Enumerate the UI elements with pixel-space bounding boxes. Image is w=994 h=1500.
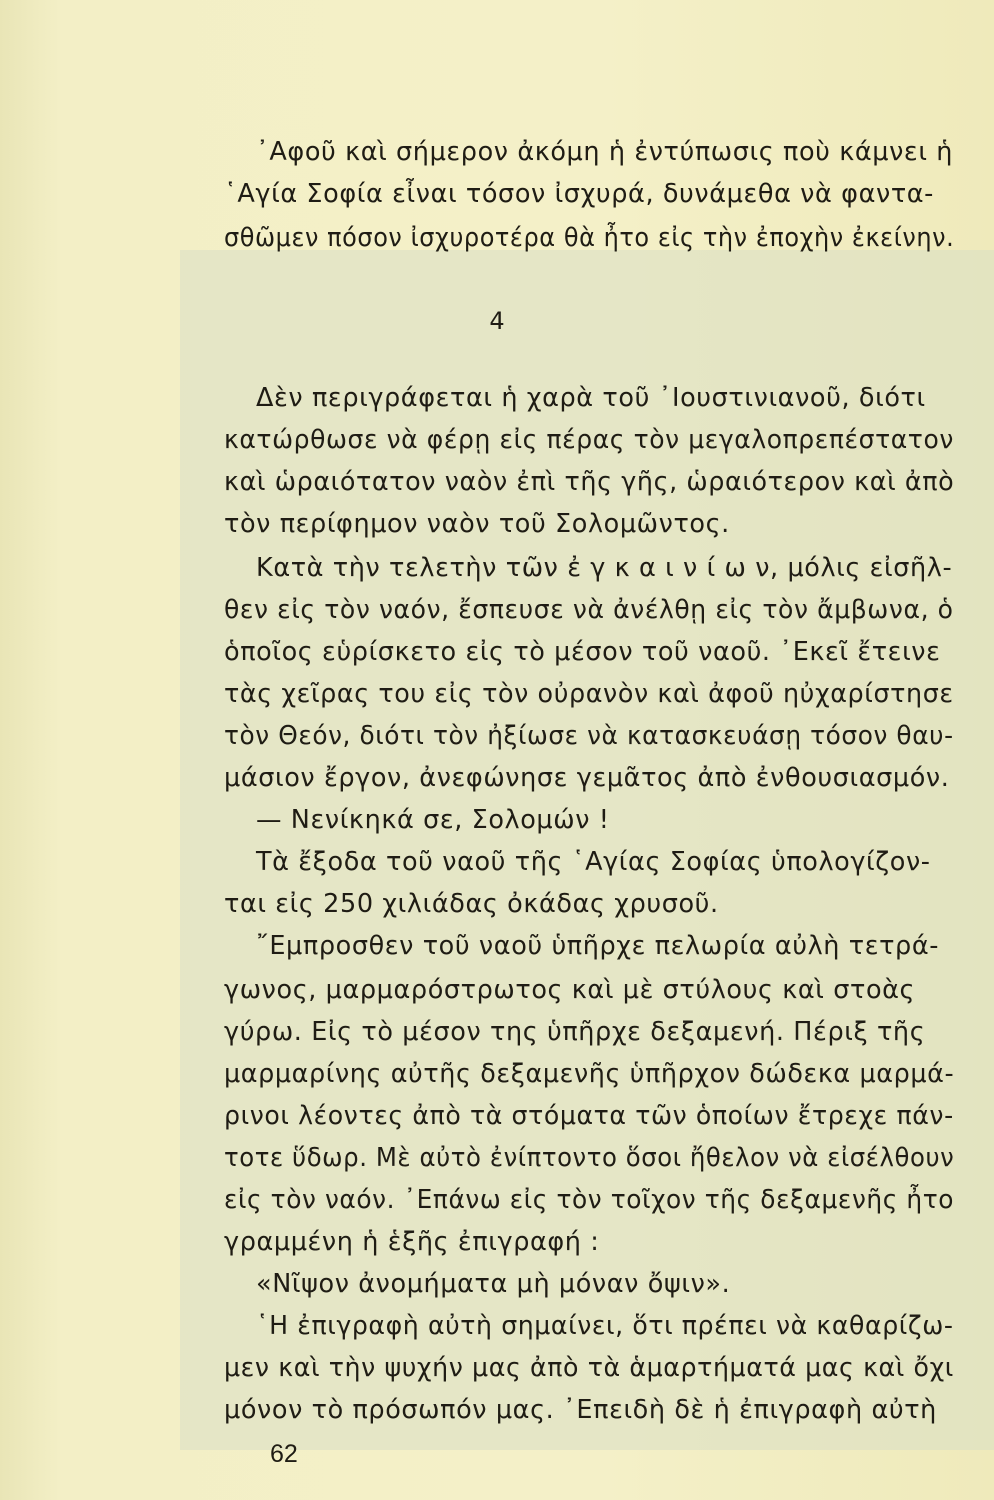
text-line: γωνος, μαρμαρόστρωτος καὶ μὲ στύλους καὶ στοὰς bbox=[224, 975, 916, 1005]
text-line: ρινοι λέοντες ἀπὸ τὰ στόματα τῶν ὁποίων ἔτρεχε πάν- bbox=[224, 1101, 954, 1131]
text-line: ᾿Αφοῦ καὶ σήμερον ἀκόμη ἡ ἐντύπωσις ποὺ κάμνει ἡ bbox=[256, 137, 954, 167]
text-line: σθῶμεν πόσον ἰσχυροτέρα θὰ ἦτο εἰς τὴν ἐποχὴν ἐκείνην. bbox=[224, 223, 955, 253]
text-line: μεν καὶ τὴν ψυχήν μας ἀπὸ τὰ ἁμαρτήματά μας καὶ ὄχι bbox=[224, 1353, 954, 1383]
text-line: μόνον τὸ πρόσωπόν μας. ᾿Επειδὴ δὲ ἡ ἐπιγραφὴ αὐτὴ bbox=[224, 1395, 937, 1425]
text-line: γραμμένη ἡ ἑξῆς ἐπιγραφή : bbox=[224, 1227, 600, 1257]
text-line: θεν εἰς τὸν ναόν, ἔσπευσε νὰ ἀνέλθῃ εἰς τὸν ἄμβωνα, ὁ bbox=[224, 595, 954, 625]
page-number: 62 bbox=[270, 1440, 298, 1468]
text-line: Δὲν περιγράφεται ἡ χαρὰ τοῦ ᾿Ιουστινιανοῦ, διότι bbox=[256, 383, 926, 413]
text-line: Τὰ ἔξοδα τοῦ ναοῦ τῆς ῾Αγίας Σοφίας ὑπολογίζον- bbox=[256, 847, 931, 877]
text-line: μάσιον ἔργον, ἀνεφώνησε γεμᾶτος ἀπὸ ἐνθουσιασμόν. bbox=[224, 763, 950, 793]
text-line: τὸν Θεόν, διότι τὸν ἠξίωσε νὰ κατασκευάσῃ τόσον θαυ- bbox=[224, 721, 954, 751]
text-line: τὸν περίφημον ναὸν τοῦ Σολομῶντος. bbox=[224, 509, 730, 539]
text-line: κατώρθωσε νὰ φέρῃ εἰς πέρας τὸν μεγαλοπρεπέστατον bbox=[224, 425, 954, 455]
section-number: 4 bbox=[489, 307, 505, 335]
text-line: ῎Εμπροσθεν τοῦ ναοῦ ὑπῆρχε πελωρία αὐλὴ τετρά- bbox=[256, 931, 940, 961]
text-line: ῾Η ἐπιγραφὴ αὐτὴ σημαίνει, ὅτι πρέπει νὰ καθαρίζω- bbox=[256, 1311, 954, 1341]
text-line: εἰς τὸν ναόν. ᾿Επάνω εἰς τὸν τοῖχον τῆς δεξαμενῆς ἦτο bbox=[224, 1185, 955, 1215]
text-line: τὰς χεῖρας του εἰς τὸν οὐρανὸν καὶ ἀφοῦ ηὐχαρίστησε bbox=[224, 679, 954, 709]
text-line: γύρω. Εἰς τὸ μέσον της ὑπῆρχε δεξαμενή. Πέριξ τῆς bbox=[224, 1017, 926, 1047]
text-line: ὁποῖος εὑρίσκετο εἰς τὸ μέσον τοῦ ναοῦ. ᾿Εκεῖ ἔτεινε bbox=[224, 637, 941, 667]
text-line: «Νῖψον ἀνομήματα μὴ μόναν ὄψιν». bbox=[256, 1269, 731, 1299]
text-line: — Νενίκηκά σε, Σολομών ! bbox=[256, 805, 610, 835]
text-line: ῾Αγία Σοφία εἶναι τόσον ἰσχυρά, δυνάμεθα νὰ φαντα- bbox=[224, 179, 934, 209]
text-line: μαρμαρίνης αὐτῆς δεξαμενῆς ὑπῆρχον δώδεκα μαρμά- bbox=[224, 1059, 955, 1089]
text-line: τοτε ὕδωρ. Μὲ αὐτὸ ἐνίπτοντο ὅσοι ἤθελον νὰ εἰσέλθουν bbox=[224, 1143, 955, 1173]
text-line: Κατὰ τὴν τελετὴν τῶν ἐ γ κ α ι ν ί ω ν, μόλις εἰσῆλ- bbox=[256, 553, 953, 583]
text-line: καὶ ὡραιότατον ναὸν ἐπὶ τῆς γῆς, ὡραιότερον καὶ ἀπὸ bbox=[224, 467, 955, 497]
text-line: ται εἰς 250 χιλιάδας ὀκάδας χρυσοῦ. bbox=[224, 889, 719, 919]
